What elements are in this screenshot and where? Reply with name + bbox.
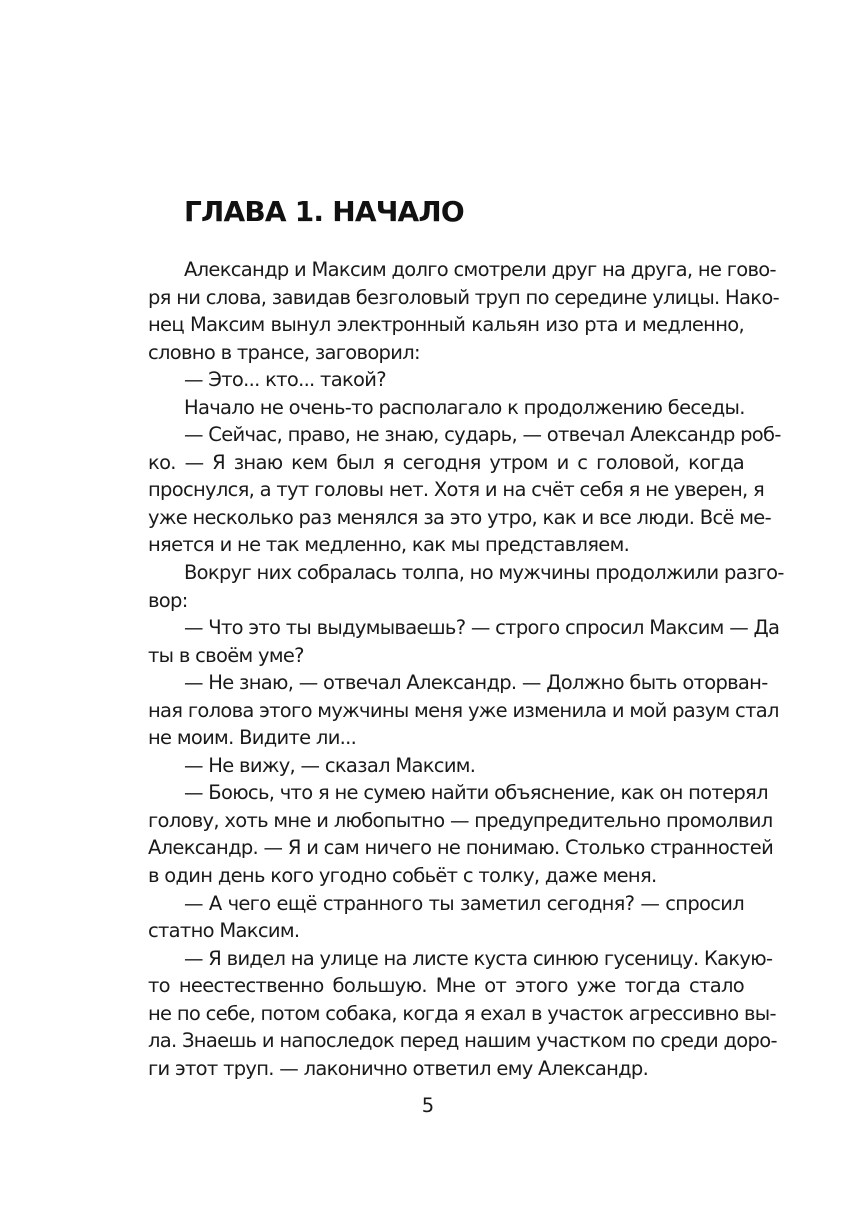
text-line: не по себе, потом собака, когда я ехал в участок агрессивно вы- — [148, 1001, 776, 1025]
text-line: проснулся, а тут головы нет. Хотя и на счёт себя я не уверен, я — [148, 478, 765, 502]
text-line: — Я видел на улице на листе куста синюю гусеницу. Какую- — [184, 946, 773, 970]
text-line: — Не знаю, — отвечал Александр. — Должно быть оторван- — [184, 671, 768, 695]
body-text — [148, 256, 784, 1082]
text-line: няется и не так медленно, как мы представляем. — [148, 533, 630, 557]
text-line: — Что это ты выдумываешь? — строго спросил Максим — Да — [184, 616, 780, 640]
text-line: статно Максим. — [148, 919, 300, 943]
text-line: Александр. — Я и сам ничего не понимаю. Столько странностей — [148, 836, 774, 860]
text-line: — Не вижу, — сказал Максим. — [184, 753, 476, 777]
text-line: то неестественно большую. Мне от этого уже тогда стало — [148, 974, 744, 998]
text-line: словно в трансе, заговорил: — [148, 340, 420, 364]
text-line: ги этот труп. — лаконично ответил ему Александр. — [148, 1056, 649, 1080]
text-line: голову, хоть мне и любопытно — предупредительно промолвил — [148, 808, 773, 832]
text-line: — Боюсь, что я не сумею найти объяснение, как он потерял — [184, 781, 768, 805]
text-line: — Это... кто... такой? — [184, 368, 386, 392]
text-line: Начало не очень-то располагало к продолжению беседы. — [184, 395, 745, 419]
text-line: — А чего ещё странного ты заметил сегодня? — спросил — [184, 891, 744, 915]
text-line: нец Максим вынул электронный кальян изо рта и медленно, — [148, 313, 744, 337]
chapter-title: ГЛАВА 1. НАЧАЛО — [184, 195, 464, 228]
text-line: ты в своём уме? — [148, 643, 304, 667]
text-line: — Сейчас, право, не знаю, сударь, — отвечал Александр роб- — [184, 423, 781, 447]
text-line: ко. — Я знаю кем был я сегодня утром и с головой, когда — [148, 450, 744, 474]
text-line: ла. Знаешь и напоследок перед нашим участком по среди доро- — [148, 1029, 777, 1053]
text-line: вор: — [148, 588, 188, 612]
text-line: Александр и Максим долго смотрели друг на друга, не гово- — [184, 258, 776, 281]
text-line: не моим. Видите ли... — [148, 726, 357, 750]
page-number: 5 — [421, 1094, 435, 1117]
text-line: ная голова этого мужчины меня уже изменила и мой разум стал — [148, 698, 779, 722]
text-line: уже несколько раз менялся за это утро, как и все люди. Всё ме- — [148, 505, 771, 529]
text-line: Вокруг них собралась толпа, но мужчины продолжили разго- — [184, 561, 784, 585]
text-line: ря ни слова, завидав безголовый труп по середине улицы. Нако- — [148, 285, 779, 309]
text-line: в один день кого угодно собьёт с толку, даже меня. — [148, 864, 657, 888]
